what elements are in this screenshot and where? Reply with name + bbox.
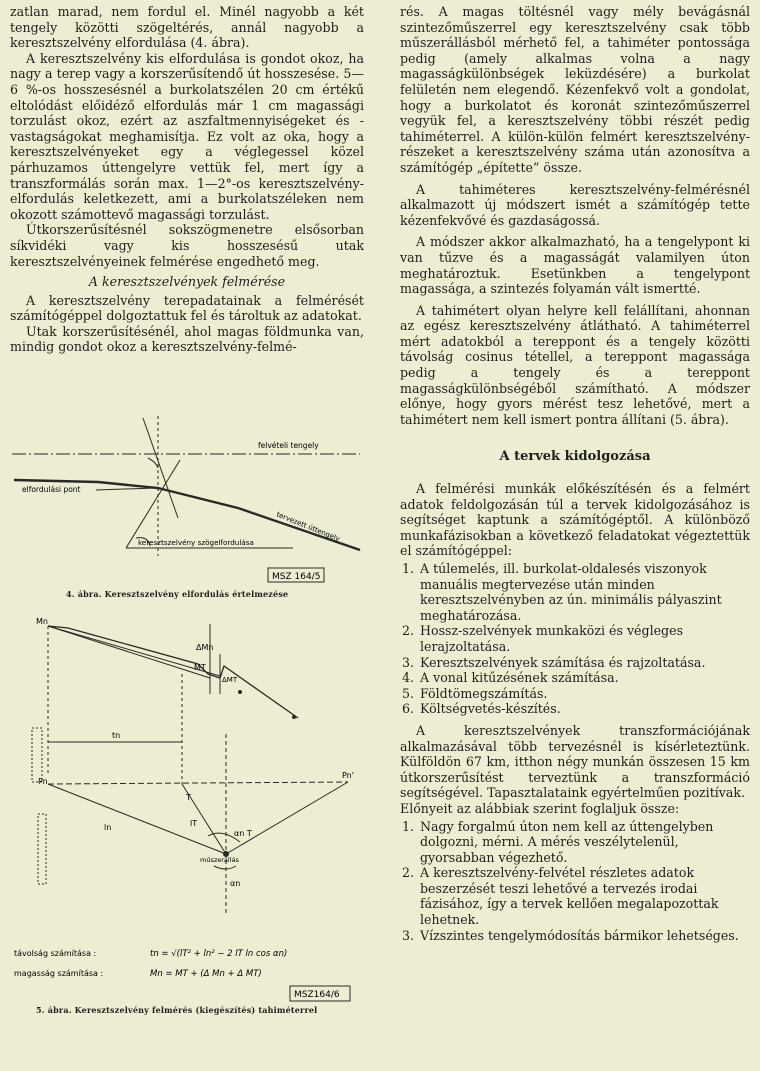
paragraph: A keresztszelvények transzformációjának alkalmazásával több tervezésnél is kísérleteztünk. Külföldön 67 km, itthon négy munkán összesen 15 km útkorszerűsítést terveztünk a transzformáció segítségével. Tapasztalataink egyértelműen pozitívak. xyxy=(400,722,750,801)
label-alpha-n: αn xyxy=(230,879,241,888)
hatched-strip xyxy=(38,814,46,884)
formula-distance: tn = √(lT² + ln² − 2 lT ln cos αn) xyxy=(150,949,288,959)
list-item: 3. Vízszintes tengelymódosítás bármikor lehetséges. xyxy=(402,927,739,943)
figure-5-diagram xyxy=(8,614,364,1004)
right-column xyxy=(400,4,750,943)
figure-5-caption: 5. ábra. Keresztszelvény felmérés (kiegészítés) tahiméterrel xyxy=(36,1005,318,1015)
figure-5-stamp: MSZ164/6 xyxy=(294,990,340,1000)
paragraph: A módszer akkor alkalmazható, ha a tengelypont ki van tűzve és a magasságát valamilyen úton meghatároztuk. Esetünkben a tengelypont magassága, a szintezés folyamán vált ismertté. xyxy=(400,234,750,297)
paragraph: Előnyeit az alábbiak szerint foglaljuk össze: xyxy=(400,800,680,816)
figure-4-stamp: MSZ 164/5 xyxy=(272,572,321,582)
advantages-list xyxy=(400,819,750,944)
formula-distance-label: távolság számítása : xyxy=(14,949,97,958)
list-item: 4. A vonal kitűzésének számítása. xyxy=(402,670,619,686)
paragraph: Utak korszerűsítésénél, ahol magas földmunka van, mindig gondot okoz a keresztszelvény-felmé- xyxy=(10,323,364,355)
pivot-arc xyxy=(148,458,158,468)
label-tn: tn xyxy=(112,731,121,740)
list-item: 2. Hossz-szelvények munkaközi és végleges lerajzoltatása. xyxy=(402,623,684,654)
cross-section-line-rotated xyxy=(126,460,180,548)
task-list xyxy=(400,561,750,717)
pn-to-instrument xyxy=(226,782,348,854)
pivot-label: elfordulási pont xyxy=(22,485,81,494)
sight-line xyxy=(48,626,210,678)
formula-height: Mn = MT + (Δ Mn + Δ MT) xyxy=(150,969,262,979)
list-item: 5. Földtömegszámítás. xyxy=(402,685,548,701)
paragraph: A tahimétert olyan helyre kell felállítani, ahonnan az egész keresztszelvény átlátható. A tahiméterrel mért adatokból a tereppont és a tengely közötti távolság cosinus tétellel, a tereppont magassága pedig a tengely és a tereppont magasságkülönbségéből számítható. A módszer előnye, hogy gyors mérést tesz lehetővé, mert a tahimétert nem kell ismert pontra állítani (5. ábra). xyxy=(400,302,750,427)
design-axis-label: tervezett úttengely xyxy=(275,510,341,544)
survey-axis-label: felvételi tengely xyxy=(258,441,319,450)
cross-section-line xyxy=(143,418,178,518)
paragraph: Útkorszerűsítésnél sokszögmenetre elsősorban síkvidéki vagy kis hosszesésű utak keresztszelvényeinek felmérése engedhető meg. xyxy=(10,222,364,269)
angle-label: keresztszelvény szögelfordulása xyxy=(138,538,254,547)
terrain-profile xyxy=(48,626,298,718)
label-t: T xyxy=(186,793,191,802)
label-pn1: Pn' xyxy=(342,771,354,780)
paragraph: A tahiméteres keresztszelvény-felmérésnél alkalmazott új módszert ismét a számítógép tette kézenfekvővé és gazdaságossá. xyxy=(400,181,750,228)
list-item: 1. Nagy forgalmú úton nem kell az úttengelyben dolgozni, mérni. A mérés veszélytelenül, gyorsabban végezhető. xyxy=(402,818,714,865)
pn-line xyxy=(48,782,348,784)
label-alpha-nt: αn T xyxy=(234,829,252,838)
subheading: A keresztszelvények felmérése xyxy=(88,274,286,290)
label-dmt: ΔMT xyxy=(222,676,238,684)
pivot-leader xyxy=(96,488,156,490)
ln-line xyxy=(48,784,226,854)
list-item: 3. Keresztszelvények számítása és rajzoltatása. xyxy=(402,654,706,670)
paragraph: zatlan marad, nem fordul el. Minél nagyobb a két tengely közötti szögeltérés, annál nagyobb a keresztszelvény elfordulása (4. ábra). xyxy=(10,4,364,51)
label-lt: lT xyxy=(190,819,198,828)
list-item: 2. A keresztszelvény-felvétel részletes adatok beszerzését teszi lehetővé a tervezés irodai fázisához, így a tervek kellően megalapozottak lehetnek. xyxy=(402,865,719,928)
paragraph: rés. A magas töltésnél vagy mély bevágásnál szintezőműszerrel egy keresztszelvény csak több műszerállásból mérhető fel, a tahiméter pontossága pedig (amely alkalmas volna a nagy magasságkülönbségek leküzdésére) a burkolat felületén nem elegendő. Kézenfekvő volt a gondolat, hogy a burkolatot és koronát szintezőműszerrel vegyük fel, a keresztszelvény többi részét pedig tahiméterrel. A külön-külön felmért keresztszelvény-részeket a keresztszelvény száma után azonosítva a számítógép „építette” össze. xyxy=(400,4,750,175)
hatched-strip xyxy=(32,728,42,782)
paragraph: A keresztszelvény kis elfordulása is gondot okoz, ha nagy a terep vagy a korszerűsítendő út hosszesése. 5—6 %-os hosszesésnél a burkolatszélen 20 cm értékű eltolódást előidéző elfordulás már 1 cm magassági torzulást okoz, ezért az aszfaltmennyiségeket és -vastagságokat meghamisítja. Ez volt az oka, hogy a keresztszelvényeket egy a véglegessel közel párhuzamos úttengelyre vettük fel, mert így a transzformálás során max. 1—2°-os keresztszelvény-elfordulás keletkezett, ami a burkolatszéleken nem okozott számottevő magassági torzulást. xyxy=(10,50,364,222)
label-mt: MT xyxy=(194,663,206,672)
list-item: 6. Költségvetés-készítés. xyxy=(402,701,561,717)
alpha-arc-lower xyxy=(214,866,236,869)
label-mn: Mn xyxy=(36,617,48,626)
section-title: A tervek kidolgozása xyxy=(499,449,651,465)
paragraph: A keresztszelvény terepadatainak a felmérését számítógéppel dolgoztattuk fel és tároltuk az adatokat. xyxy=(10,292,364,324)
list-item: 1. A túlemelés, ill. burkolat-oldalesés viszonyok manuális megtervezése után minden keresztszelvényben az ún. minimális pályaszint meghatározása. xyxy=(402,561,722,623)
label-dmn: ΔMn xyxy=(196,643,214,652)
figure-4-diagram xyxy=(8,398,364,594)
formula-height-label: magasság számítása : xyxy=(14,969,104,978)
label-instrument: műszerállás xyxy=(200,856,239,864)
label-ln: ln xyxy=(104,823,112,832)
figure-4-caption: 4. ábra. Keresztszelvény elfordulás értelmezése xyxy=(66,589,289,599)
label-pn: Pn xyxy=(38,777,48,786)
paragraph: A felmérési munkák előkészítésén és a felmért adatok feldolgozásán túl a tervek kidolgozásához is segítséget kaptunk a számítógéptől. A különböző munkafázisokban a következő feladatokat végeztettük el számítógéppel: xyxy=(400,481,750,559)
left-column xyxy=(10,4,364,355)
